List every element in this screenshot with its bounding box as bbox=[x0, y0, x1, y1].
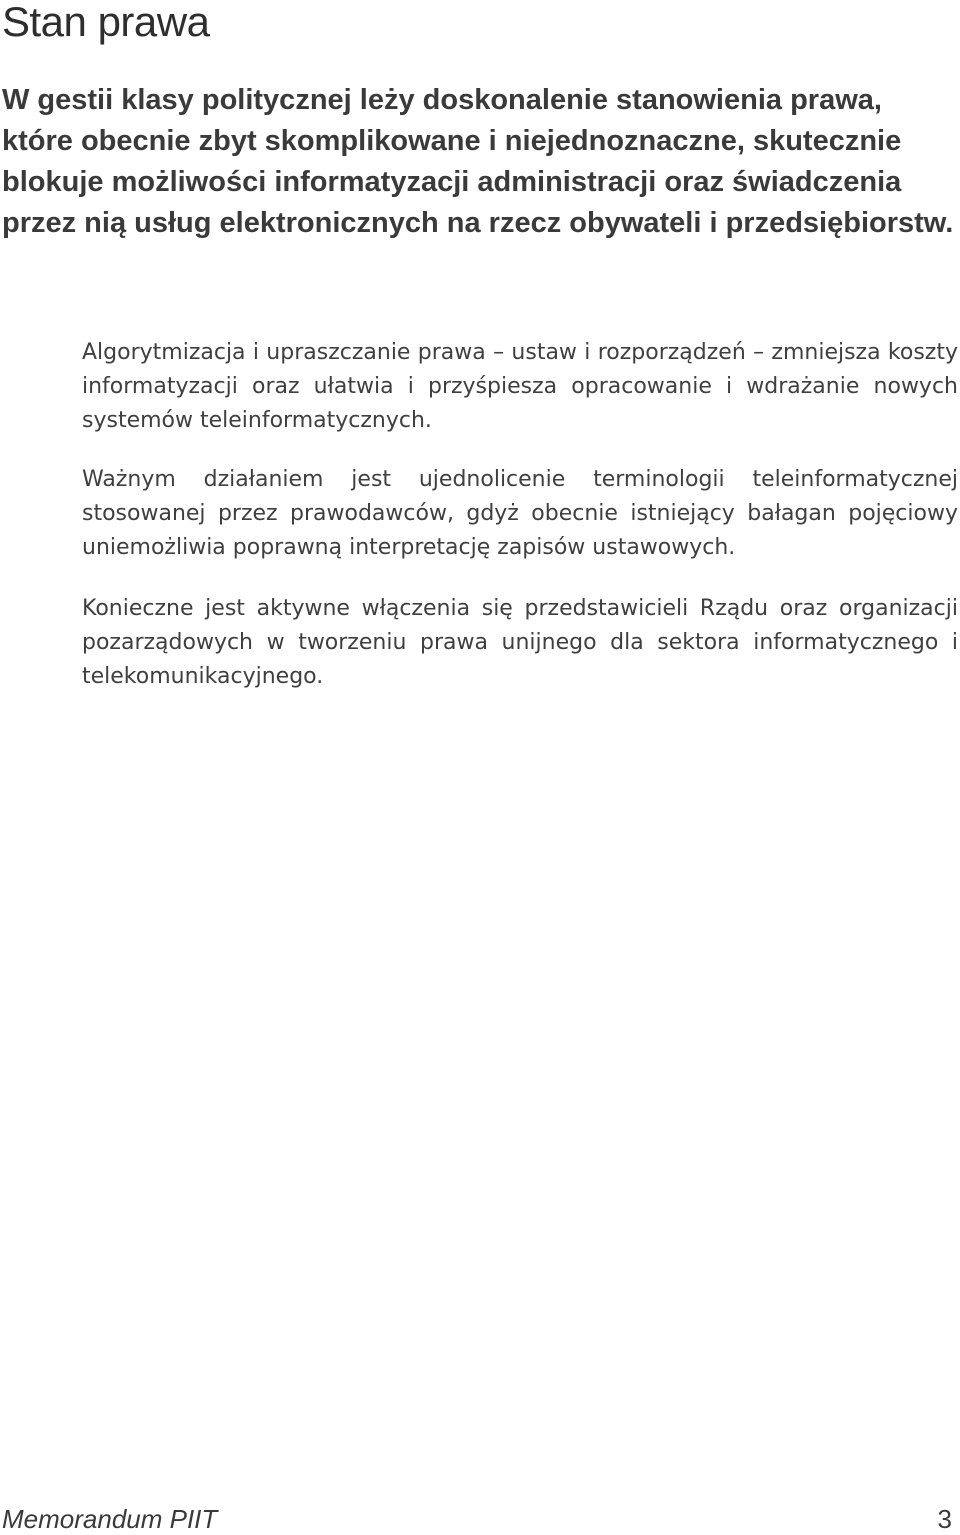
body-paragraph-1: Algorytmizacja i upraszczanie prawa – ustaw i rozporządzeń – zmniejsza koszty informatyzacji oraz ułatwia i przyśpiesza opracowanie i wdrażanie nowych systemów teleinformatycznych. bbox=[82, 340, 958, 433]
body-paragraph-2: Ważnym działaniem jest ujednolicenie terminologii teleinformatycznej stosowanej przez prawodawców, gdyż obecnie istniejący bałagan pojęciowy uniemożliwia poprawną interpretację zapisów ustawowych. bbox=[82, 467, 958, 560]
footer-publication-title: Memorandum PIIT bbox=[2, 1504, 218, 1534]
page-number: 3 bbox=[937, 1504, 952, 1534]
body-paragraph-3: Konieczne jest aktywne włączenia się przedstawicieli Rządu oraz organizacji pozarządowych w tworzeniu prawa unijnego dla sektora informatycznego i telekomunikacyjnego. bbox=[82, 596, 958, 689]
page-title: Stan prawa bbox=[2, 0, 210, 45]
lead-paragraph: W gestii klasy politycznej leży doskonalenie stanowienia prawa, które obecnie zbyt skomplikowane i niejednoznaczne, skutecznie blokuje możliwości informatyzacji administracji oraz świadczenia przez nią usług elektronicznych na rzecz obywateli i przedsiębiorstw. bbox=[2, 84, 954, 239]
